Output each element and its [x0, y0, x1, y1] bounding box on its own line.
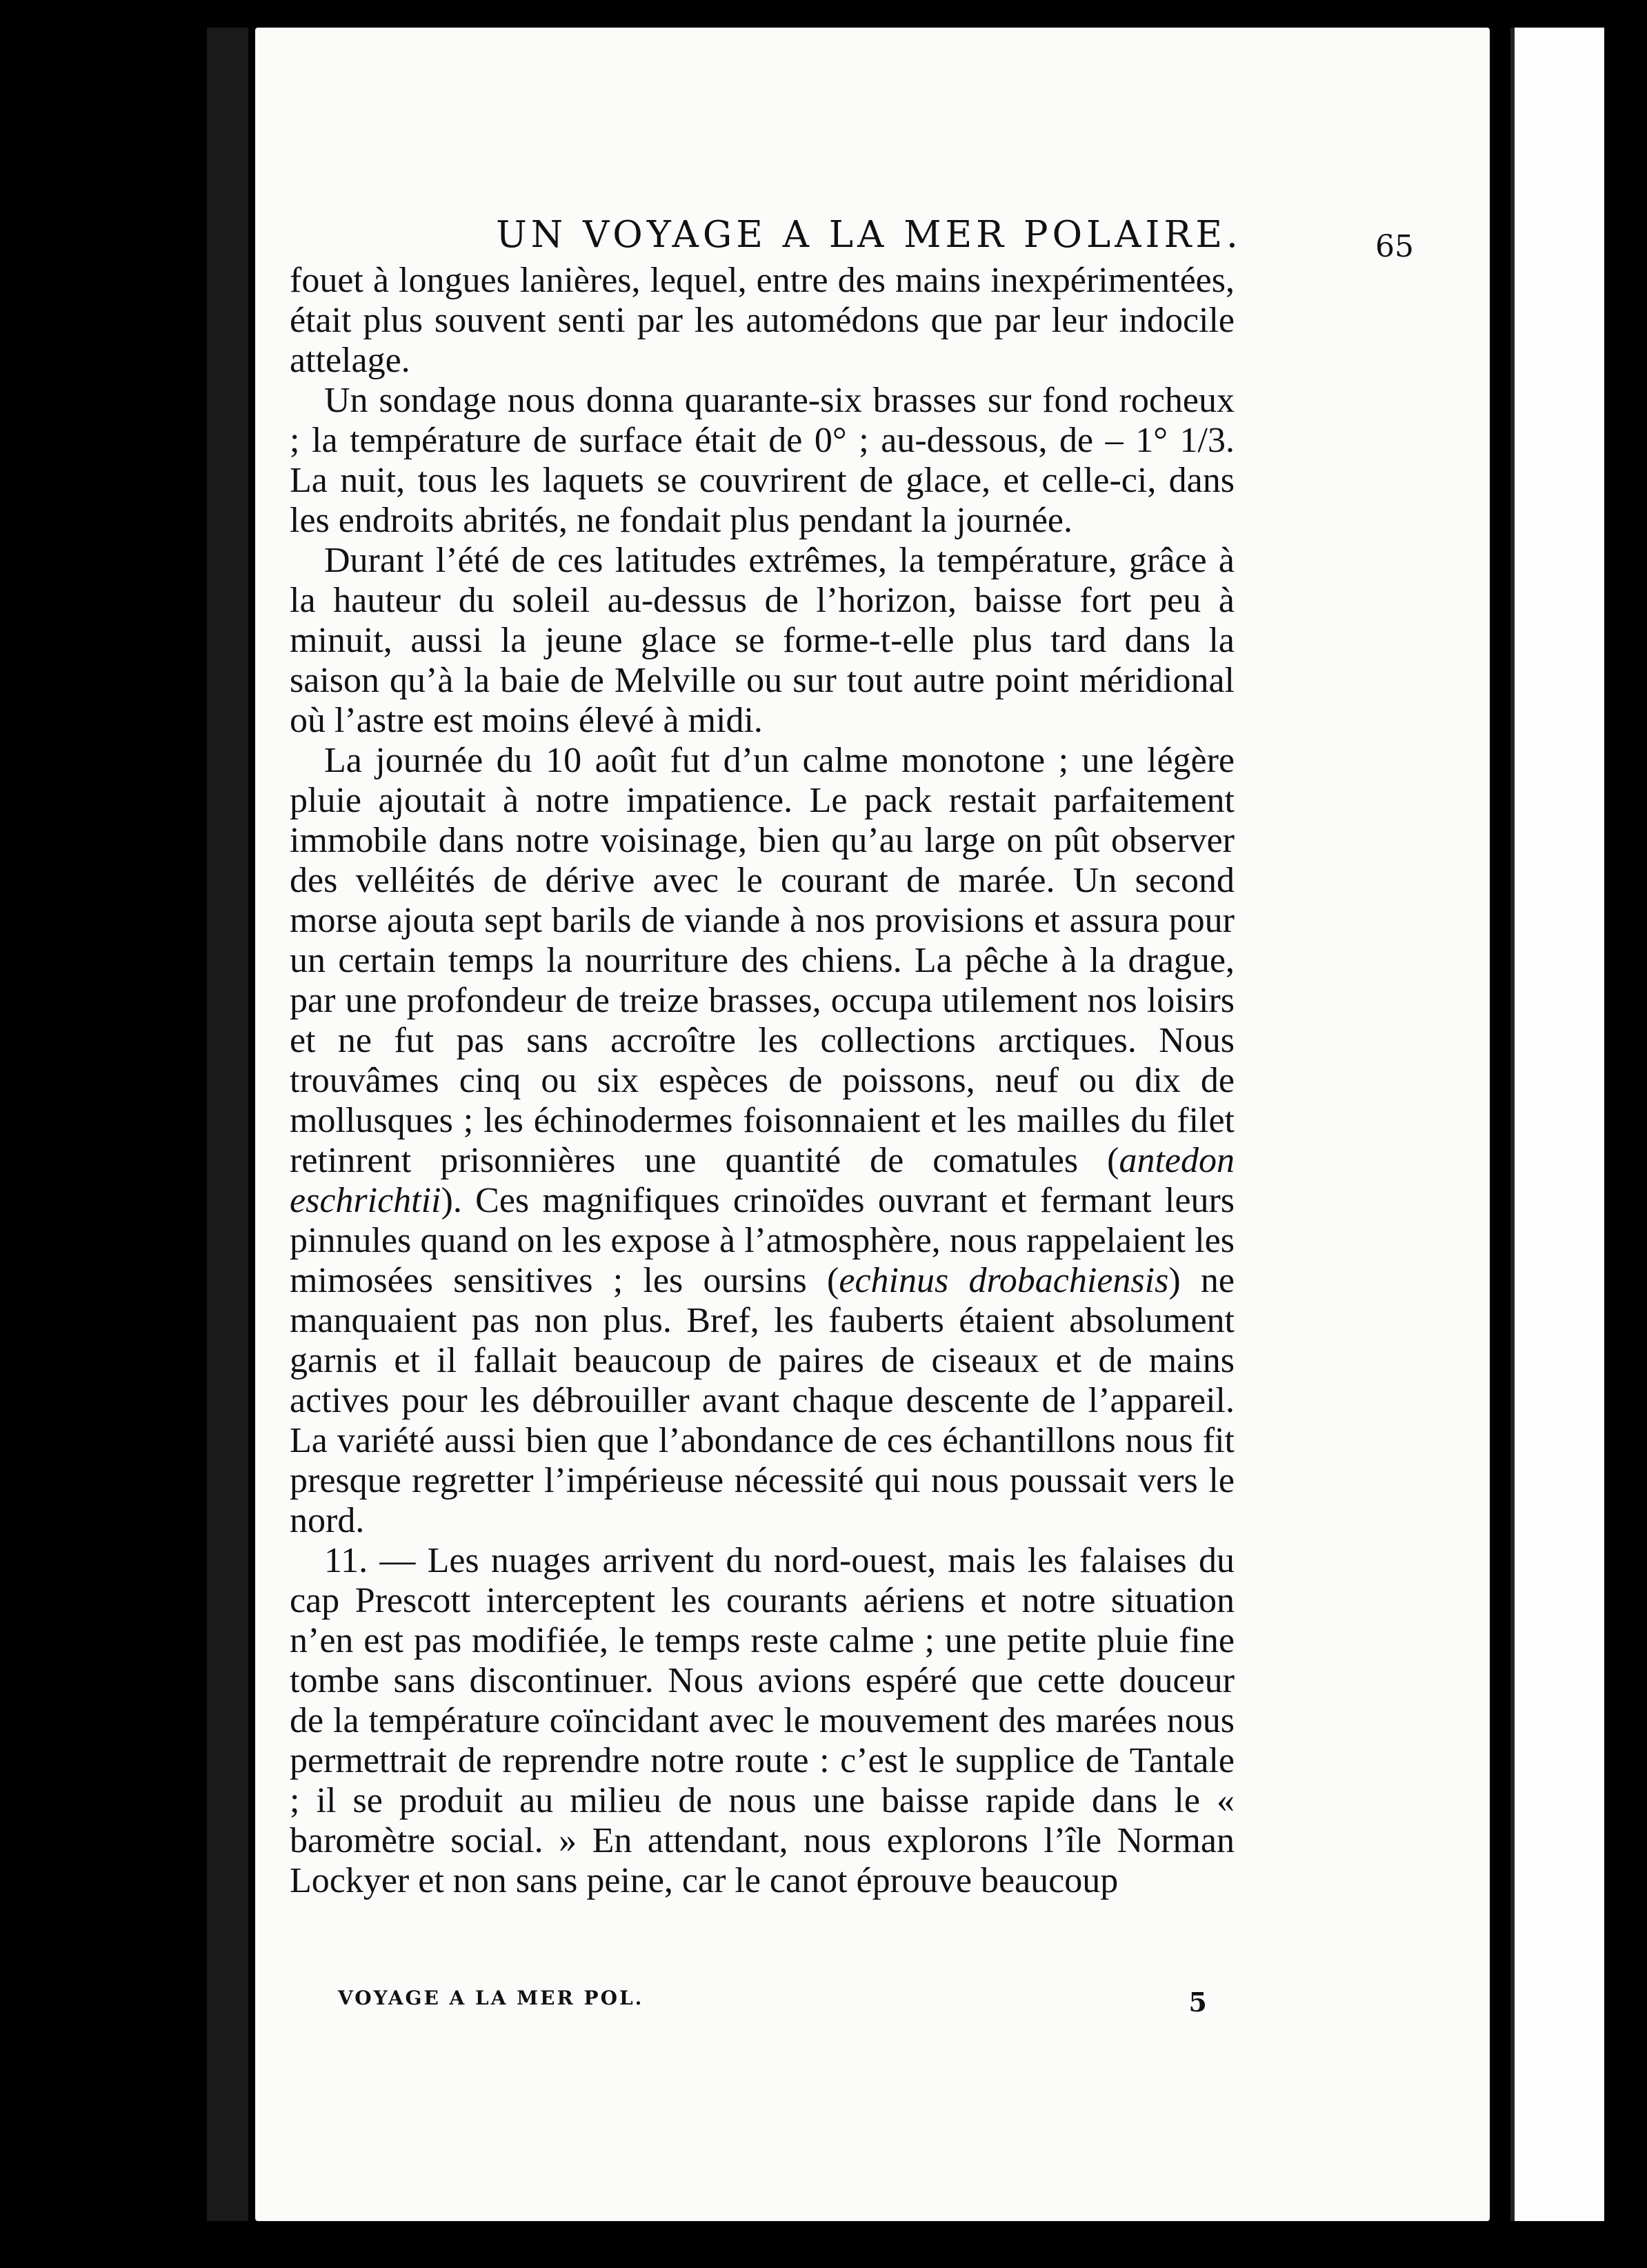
page-number: 65	[1375, 229, 1414, 264]
paragraph-2: Un sondage nous donna quarante-six brasses sur fond rocheux ; la température de surface était de 0° ; au-dessous, de – 1° 1/3. La nuit, tous les laquets se couvrirent de glace, et celle-ci, dans les endroits abrités, ne fondait plus pendant la journée.	[290, 381, 1235, 540]
species-name-antedon: antedon eschrichtii	[290, 1141, 1235, 1220]
page-header	[421, 186, 1414, 262]
signature-mark: VOYAGE A LA MER POL.	[338, 1987, 644, 2009]
paragraph-3: Durant l’été de ces latitudes extrêmes, la température, grâce à la hauteur du soleil au-dessus de l’horizon, baisse fort peu à minuit, aussi la jeune glace se forme-t-elle plus tard dans la saison qu’à la baie de Melville ou sur tout autre point méridional où l’astre est moins élevé à midi.	[290, 541, 1235, 740]
signature-number: 5	[1188, 1987, 1207, 2018]
paragraph-4-part-c: ) ne manquaient pas non plus. Bref, les fauberts étaient absolument garnis et il fallait beaucoup de paires de ciseaux et de mains actives pour les débrouiller avant chaque descente de l’appareil. La variété aussi bien que l’abondance de ces échantillons nous fit presque regretter l’impérieuse nécessité qui nous poussait vers le nord.	[290, 1261, 1235, 1540]
paragraph-4	[290, 741, 1235, 1541]
paragraph-1: fouet à longues lanières, lequel, entre des mains inexpérimentées, était plus souvent senti par les automédons que par leur indocile attelage.	[290, 261, 1235, 380]
paragraph-4-part-b: ). Ces magnifiques crinoïdes ouvrant et fermant leurs pinnules quand on les expose à l’atmosphère, nous rappelaient les mimosées sensitives ; les oursins (	[290, 1181, 1235, 1300]
paragraph-5: 11. — Les nuages arrivent du nord-ouest, mais les falaises du cap Prescott interceptent les courants aériens et notre situation n’en est pas modifiée, le temps reste calme ; une petite pluie fine tombe sans discontinuer. Nous avions espéré que cette douceur de la température coïncidant avec le mouvement des marées nous permettrait de reprendre notre route : c’est le supplice de Tantale ; il se produit au milieu de nous une baisse rapide dans le « baromètre social. » En attendant, nous explorons l’île Norman Lockyer et non sans peine, car le canot éprouve beaucoup	[290, 1541, 1235, 1900]
book-page	[255, 28, 1490, 2221]
species-name-echinus: echinus drobachiensis	[839, 1261, 1169, 1300]
binding-shadow	[207, 28, 248, 2221]
running-title: UN VOYAGE A LA MER POLAIRE.	[496, 214, 1242, 256]
paragraph-4-part-a: La journée du 10 août fut d’un calme monotone ; une légère pluie ajoutait à notre impatience. Le pack restait parfaitement immobile dans notre voisinage, bien qu’au large on pût observer des velléités de dérive avec le courant de marée. Un second morse ajouta sept barils de viande à nos provisions et assura pour un certain temps la nourriture des chiens. La pêche à la drague, par une profondeur de treize brasses, occupa utilement nos loisirs et ne fut pas sans accroître les collections arctiques. Nous trouvâmes cinq ou six espèces de poissons, neuf ou dix de mollusques ; les échinodermes foisonnaient et les mailles du filet retinrent prisonnières une quantité de comatules (	[290, 741, 1235, 1180]
page-footer	[338, 1987, 1235, 2028]
body-text	[290, 261, 1235, 1901]
adjacent-page-edge	[1510, 28, 1604, 2221]
